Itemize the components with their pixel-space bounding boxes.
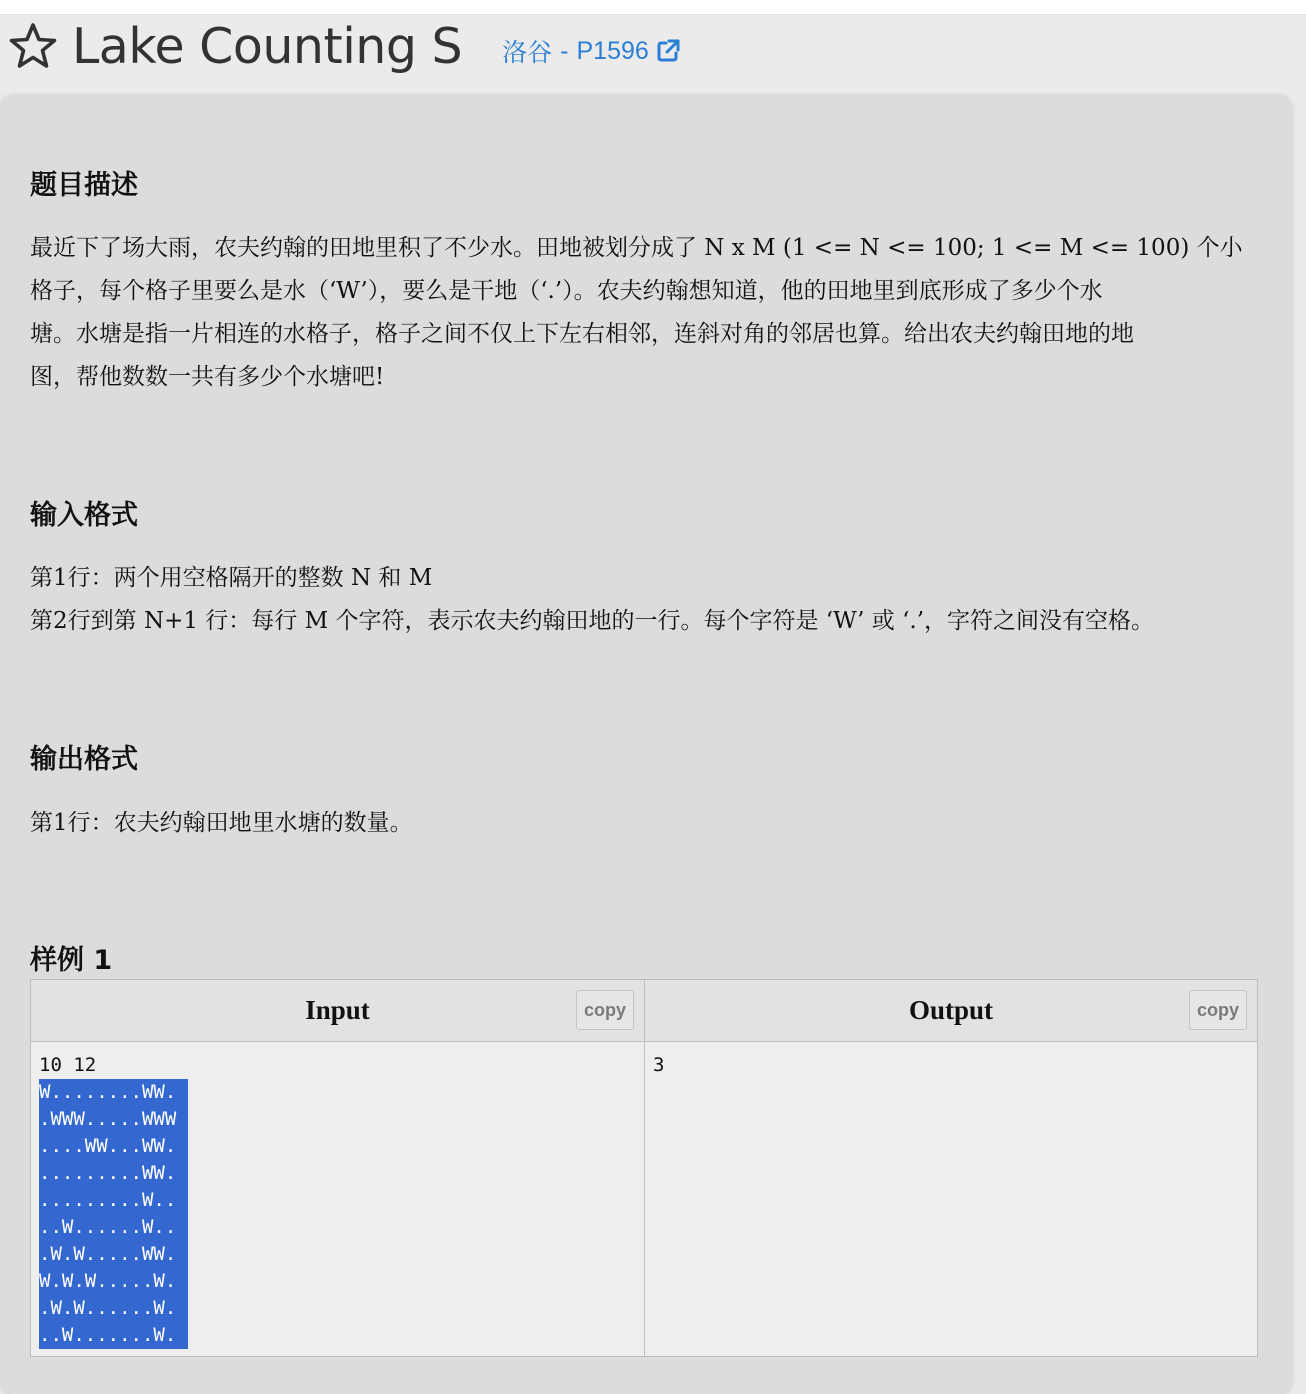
copy-input-button[interactable]: copy xyxy=(576,990,634,1030)
code-line: 3 xyxy=(653,1054,665,1076)
source-link[interactable] xyxy=(502,33,681,69)
sample-input-label: Input xyxy=(305,995,370,1025)
code-line-selected: W........WW. xyxy=(39,1079,644,1106)
code-line-selected: .WWW.....WWW xyxy=(39,1106,644,1133)
code-line-selected: ..W.......W. xyxy=(39,1322,644,1349)
input-format-line: 第2行到第 N+1 行：每行 M 个字符，表示农夫约翰田地的一行。每个字符是 ‘W’ 或 ‘.’，字符之间没有空格。 xyxy=(30,608,1155,634)
code-line: 10 12 xyxy=(39,1054,97,1076)
problem-title: Lake Counting S xyxy=(72,17,463,75)
sample-output-label: Output xyxy=(908,995,994,1025)
star-outline-icon[interactable] xyxy=(8,21,58,71)
description-heading: 题目描述 xyxy=(30,170,138,201)
code-line-selected: W.W.W.....W. xyxy=(39,1268,644,1295)
copy-output-button[interactable]: copy xyxy=(1189,990,1247,1030)
code-line-selected: ....WW...WW. xyxy=(39,1133,644,1160)
sample-output-header xyxy=(645,980,1257,1042)
description-line: 图，帮他数数一共有多少个水塘吧! xyxy=(30,364,385,390)
code-line-selected: .W.W.....WW. xyxy=(39,1241,644,1268)
title-row xyxy=(8,14,681,78)
code-line-selected: ..W......W.. xyxy=(39,1214,644,1241)
problem-id: P1596 xyxy=(576,36,649,65)
sample-table xyxy=(30,979,1258,1357)
sample-input-code[interactable] xyxy=(31,1042,645,1356)
input-format-heading: 输入格式 xyxy=(30,500,138,531)
code-line-selected: .........WW. xyxy=(39,1160,644,1187)
browser-top-strip xyxy=(0,0,1306,15)
sample-input-header xyxy=(31,980,645,1042)
code-line-selected: .........W.. xyxy=(39,1187,644,1214)
sample-output-code[interactable] xyxy=(645,1042,1257,1356)
output-format-text xyxy=(30,802,1262,845)
external-link-icon xyxy=(655,38,681,64)
output-format-line: 第1行：农夫约翰田地里水塘的数量。 xyxy=(30,810,413,836)
source-name: 洛谷 xyxy=(502,39,553,67)
source-separator: - xyxy=(560,36,569,65)
code-line-selected: .W.W......W. xyxy=(39,1295,644,1322)
output-format-heading: 输出格式 xyxy=(30,744,138,775)
description-line: 塘。水塘是指一片相连的水格子，格子之间不仅上下左右相邻，连斜对角的邻居也算。给出农夫约翰田地的地 xyxy=(30,321,1134,347)
description-line: 格子，每个格子里要么是水（‘W’），要么是干地（‘.’）。农夫约翰想知道，他的田地里到底形成了多少个水 xyxy=(30,278,1103,304)
input-format-line: 第1行：两个用空格隔开的整数 N 和 M xyxy=(30,565,433,591)
sample-heading: 样例 1 xyxy=(30,945,113,976)
description-line: 最近下了场大雨，农夫约翰的田地里积了不少水。田地被划分成了 N x M (1 <= N <= 100; 1 <= M <= 100) 个小 xyxy=(30,235,1243,261)
input-format-text xyxy=(30,557,1262,643)
description-text xyxy=(30,227,1262,399)
